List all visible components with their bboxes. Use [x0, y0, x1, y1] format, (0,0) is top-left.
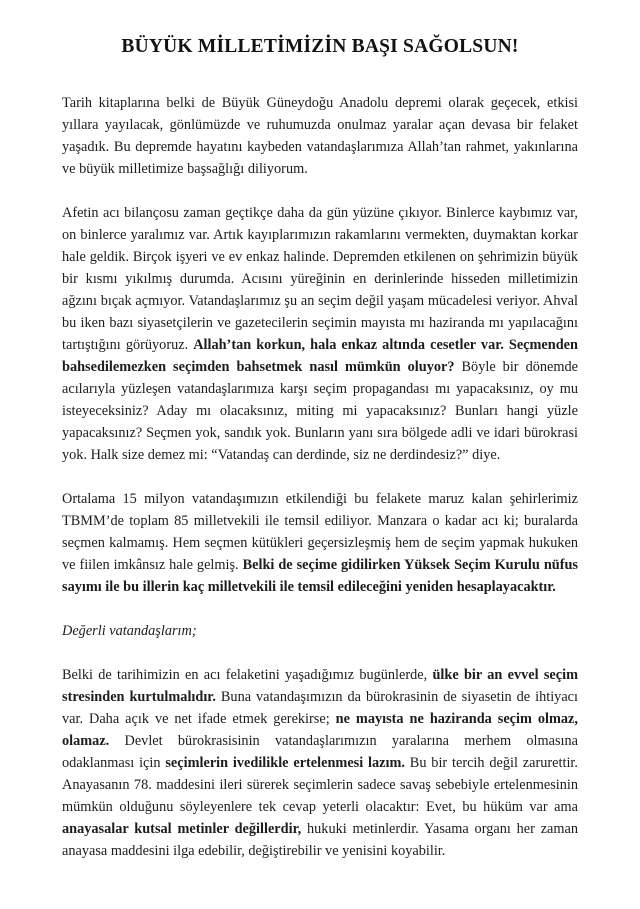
paragraph-1-text: Tarih kitaplarına belki de Büyük Güneydoğu Anadolu depremi olarak geçecek, etkisi yıllara yayılacak, gönlümüzde ve ruhumuzda onulmaz yaralar açan devasa bir felaket yaşadık. Bu depremde hayatını kaybeden vatandaşlarımıza Allah’tan rahmet, yakınlarına ve büyük milletimize başsağlığı diliyorum.	[62, 95, 578, 177]
paragraph-4-emphasis-3: seçimlerin ivedilikle ertelenmesi lazım.	[165, 755, 405, 771]
paragraph-2	[62, 202, 578, 466]
paragraph-1	[62, 92, 578, 180]
paragraph-4-emphasis-2: ne mayısta ne haziranda seçim olmaz, olamaz.	[62, 711, 578, 749]
paragraph-4-text-4: Bu bir tercih değil zarurettir. Anayasanın 78. maddesini ileri sürerek seçimlerin sadece savaş sebebiyle ertelenmesinin mümkün olduğunu söyleyenlere tek cevap yeterli olacaktır: Evet, bu hüküm var ama	[62, 755, 578, 815]
paragraph-4-text-3: Devlet bürokrasisinin vatandaşlarımızın yaralarına merhem olmasına odaklanması için	[62, 733, 578, 771]
paragraph-3	[62, 488, 578, 598]
paragraph-4	[62, 664, 578, 862]
paragraph-4-text-5: hukuki metinlerdir. Yasama organı her zaman anayasa maddesini ilga edebilir, değiştirebilir ve yenisini koyabilir.	[62, 821, 578, 859]
paragraph-4-text-1: Belki de tarihimizin en acı felaketini yaşadığımız bugünlerde,	[62, 667, 433, 683]
page-title: BÜYÜK MİLLETİMİZİN BAŞI SAĞOLSUN!	[121, 36, 519, 57]
paragraph-2-text-1: Afetin acı bilançosu zaman geçtikçe daha da gün yüzüne çıkıyor. Binlerce kaybımız var, on binlerce yaralımız var. Artık kayıplarımızın rakamlarını vermekten, duymaktan korkar hale geldik. Birçok işyeri ve ev enkaz halinde. Depremden etkilenen on şehrimizin büyük bir kısmı yıkılmış durumda. Acısını yüreğinin en derinlerinde hisseden milletimizin ağzını bıçak açmıyor. Vatandaşlarımız şu an seçim değil yaşam mücadelesi veriyor. Ahval bu iken bazı siyasetçilerin ve gazetecilerin seçimin mayısta mı haziranda mı yapılacağını tartıştığını görüyoruz.	[62, 205, 578, 353]
paragraph-4-emphasis-1: ülke bir an evvel seçim stresinden kurtulmalıdır.	[62, 667, 578, 705]
paragraph-3-text-1: Ortalama 15 milyon vatandaşımızın etkilendiği bu felakete maruz kalan şehirlerimiz TBMM’de toplam 85 milletvekili ile temsil ediliyor. Manzara o kadar acı ki; buralarda seçmen kalmamış. Hem seçmen kütükleri geçersizleşmiş hem de seçim yapmak hukuken ve fiilen imkânsız hale gelmiş.	[62, 491, 578, 573]
paragraph-2-text-2: Böyle bir dönemde acılarıyla yüzleşen vatandaşlarımıza karşı seçim propagandası mı yapacaksınız, oy mu isteyeceksiniz? Aday mı olacaksınız, miting mi yapacaksınız? Bunları hangi yüzle yapacaksınız? Seçmen yok, sandık yok. Bunların yanı sıra bölgede adli ve idari bürokrasi yok. Halk size demez mi: “Vatandaş can derdinde, siz ne derdindesiz?” diye.	[62, 359, 578, 463]
document-body	[0, 92, 640, 862]
paragraph-4-text-2: Buna vatandaşımızın da bürokrasinin de siyasetin de ihtiyacı var. Daha açık ve net ifade etmek gerekirse;	[62, 689, 578, 727]
paragraph-2-emphasis-1: Allah’tan korkun, hala enkaz altında cesetler var. Seçmenden bahsedilemezken seçimden bahsetmek nasıl mümkün oluyor?	[62, 337, 578, 375]
paragraph-4-emphasis-4: anayasalar kutsal metinler değillerdir,	[62, 821, 302, 837]
salutation-line: Değerli vatandaşlarım;	[62, 623, 197, 639]
paragraph-3-emphasis-1: Belki de seçime gidilirken Yüksek Seçim Kurulu nüfus sayımı ile bu illerin kaç milletvekili ile temsil edileceğini yeniden hesaplayacaktır.	[62, 557, 578, 595]
